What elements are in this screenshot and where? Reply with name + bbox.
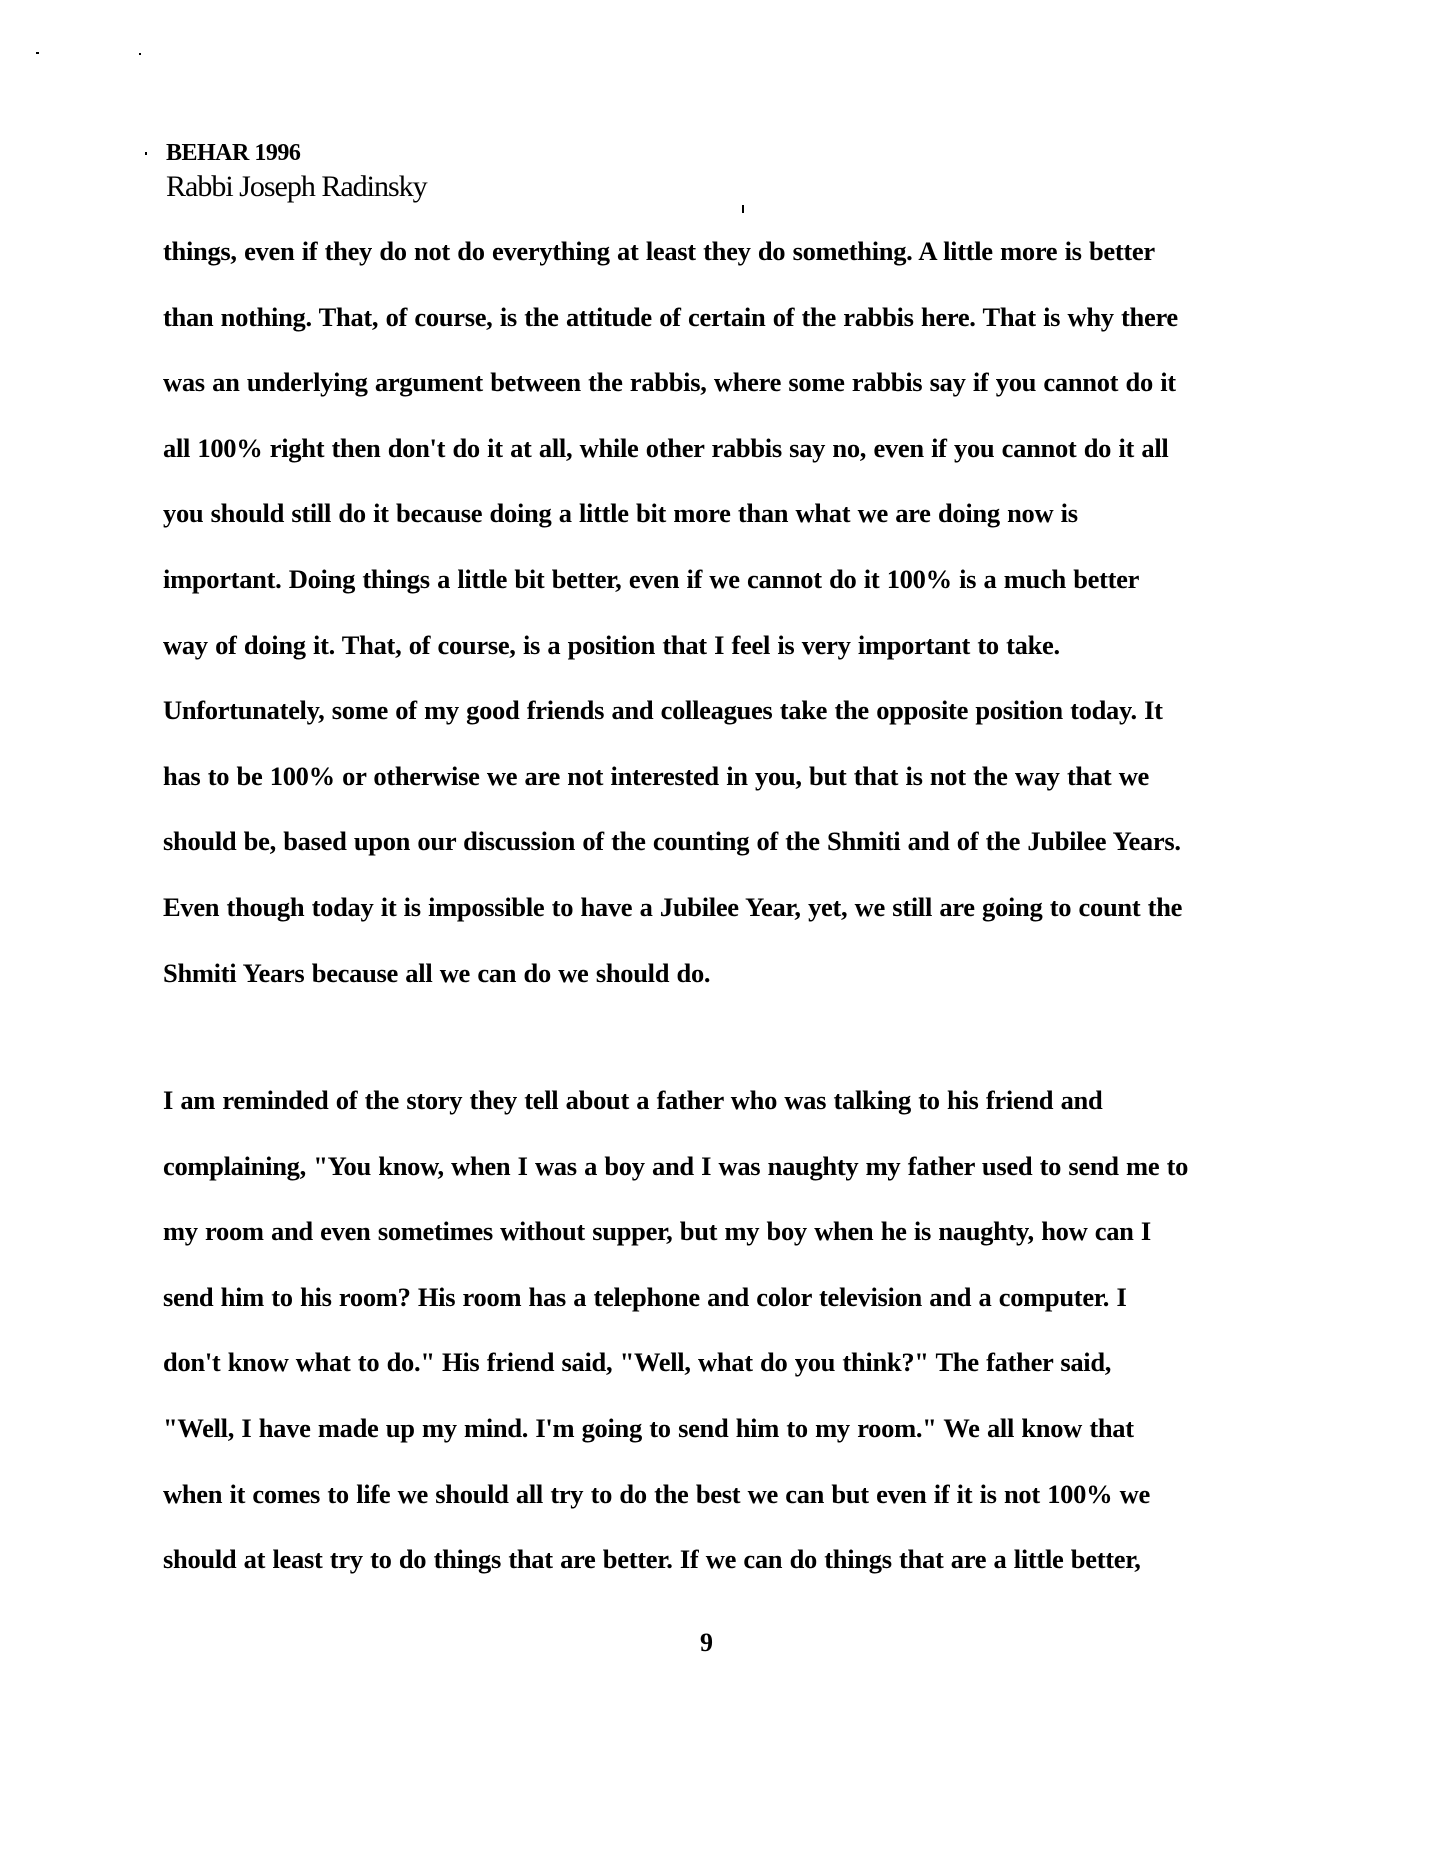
scan-speck bbox=[36, 52, 39, 54]
text-line: way of doing it. That, of course, is a position that I feel is very important to take. bbox=[163, 629, 1060, 660]
document-author: Rabbi Joseph Radinsky bbox=[166, 170, 427, 203]
text-line: things, even if they do not do everything at least they do something. A little more is better bbox=[163, 236, 1155, 266]
text-line: my room and even sometimes without supper, but my boy when he is naughty, how can I bbox=[163, 1216, 1151, 1247]
text-line: Unfortunately, some of my good friends and colleagues take the opposite position today. It bbox=[163, 695, 1163, 726]
text-line: should at least try to do things that are better. If we can do things that are a little better, bbox=[163, 1544, 1141, 1575]
document-title: BEHAR 1996 bbox=[166, 140, 301, 166]
scan-speck bbox=[742, 205, 744, 213]
text-line: was an underlying argument between the rabbis, where some rabbis say if you cannot do it bbox=[163, 367, 1176, 398]
text-line: should be, based upon our discussion of the counting of the Shmiti and of the Jubilee Years. bbox=[163, 826, 1181, 857]
scan-speck bbox=[145, 152, 147, 155]
text-line: send him to his room? His room has a telephone and color television and a computer. I bbox=[163, 1281, 1127, 1312]
scan-speck bbox=[139, 53, 141, 55]
text-line: complaining, "You know, when I was a boy and I was naughty my father used to send me to bbox=[163, 1150, 1189, 1181]
text-line: when it comes to life we should all try to do the best we can but even if it is not 100% we bbox=[163, 1478, 1150, 1509]
text-line: important. Doing things a little bit better, even if we cannot do it 100% is a much better bbox=[163, 563, 1140, 594]
text-line: Even though today it is impossible to have a Jubilee Year, yet, we still are going to count the bbox=[163, 891, 1183, 922]
paragraph-2 bbox=[163, 1085, 1188, 1610]
text-line: all 100% right then don't do it at all, while other rabbis say no, even if you cannot do it all bbox=[163, 432, 1169, 463]
text-line: has to be 100% or otherwise we are not interested in you, but that is not the way that we bbox=[163, 760, 1150, 791]
page-number: 9 bbox=[700, 1628, 713, 1657]
text-line: than nothing. That, of course, is the attitude of certain of the rabbis here. That is why there bbox=[163, 301, 1178, 332]
text-line: "Well, I have made up my mind. I'm going to send him to my room." We all know that bbox=[163, 1412, 1134, 1443]
text-line: Shmiti Years because all we can do we should do. bbox=[163, 957, 711, 988]
text-line: I am reminded of the story they tell about a father who was talking to his friend and bbox=[163, 1085, 1103, 1115]
paragraph-1 bbox=[163, 236, 1182, 1023]
text-line: don't know what to do." His friend said, "Well, what do you think?" The father said, bbox=[163, 1347, 1112, 1378]
text-line: you should still do it because doing a little bit more than what we are doing now is bbox=[163, 498, 1078, 529]
